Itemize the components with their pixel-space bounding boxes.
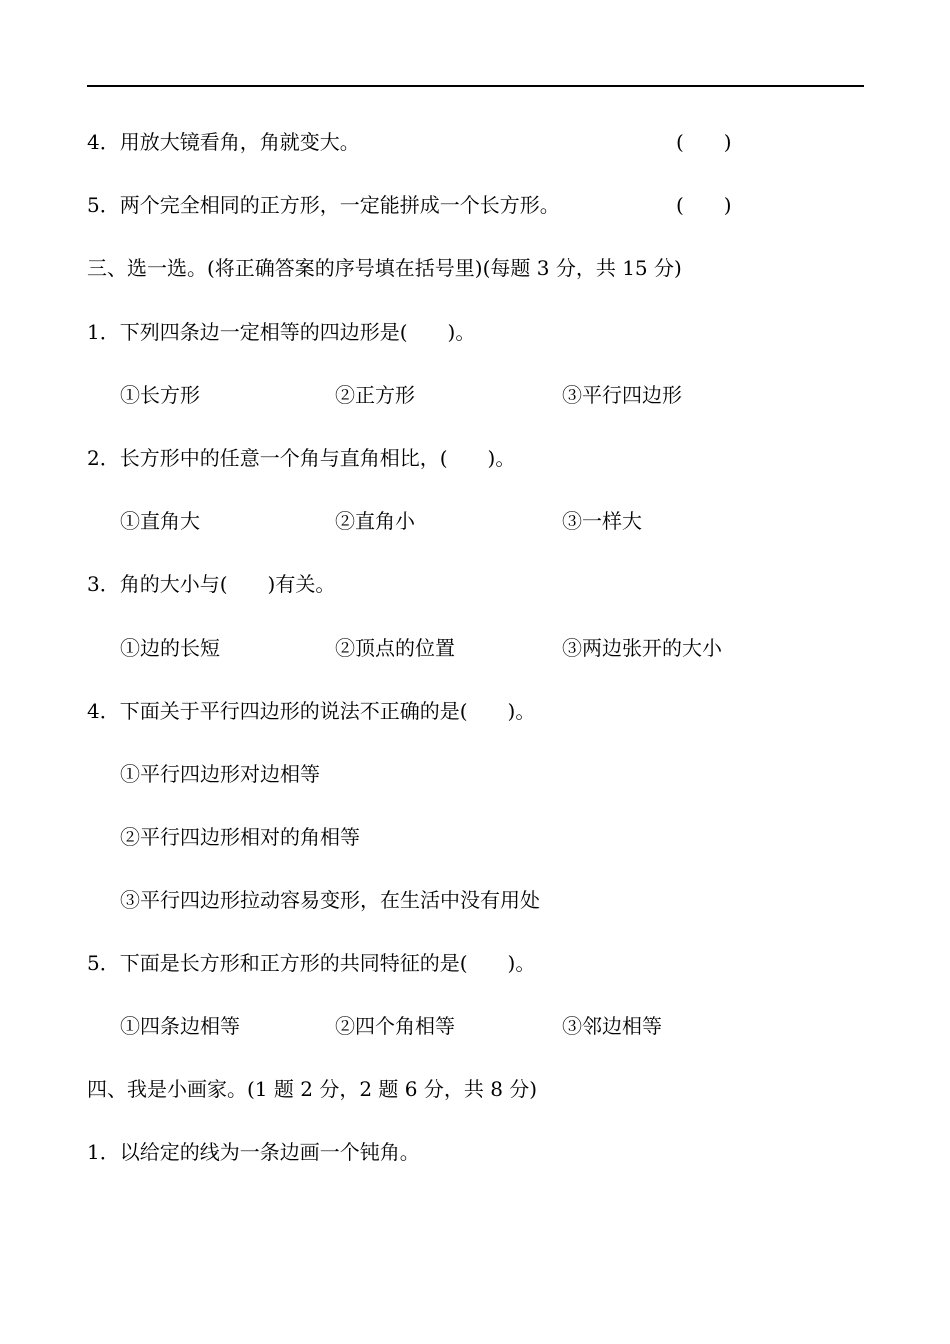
question-1-option-3: ③平行四边形 [562,383,682,407]
question-4-option-3: ③平行四边形拉动容易变形，在生活中没有用处 [120,888,540,912]
question-2-option-2: ②直角小 [335,509,415,533]
question-4-option-1: ①平行四边形对边相等 [120,762,320,786]
section-4-question-1: 1．以给定的线为一条边画一个钝角。 [87,1140,420,1164]
question-3-stem: 3．角的大小与( )有关。 [87,572,336,596]
question-5-option-2: ②四个角相等 [335,1014,455,1038]
question-3-option-3: ③两边张开的大小 [562,636,722,660]
tf-answer-blank-5[interactable]: ( ) [676,193,732,217]
header-rule [87,85,864,87]
question-4-stem: 4．下面关于平行四边形的说法不正确的是( )。 [87,699,536,723]
question-2-option-1: ①直角大 [120,509,200,533]
question-5-option-1: ①四条边相等 [120,1014,240,1038]
question-2-stem: 2．长方形中的任意一个角与直角相比，( )。 [87,446,516,470]
tf-item-5: 5．两个完全相同的正方形，一定能拼成一个长方形。 [87,193,560,217]
question-1-option-2: ②正方形 [335,383,415,407]
question-3-option-2: ②顶点的位置 [335,636,455,660]
tf-answer-blank-4[interactable]: ( ) [676,130,732,154]
question-3-option-1: ①边的长短 [120,636,220,660]
section-4-heading: 四、我是小画家。(1 题 2 分，2 题 6 分，共 8 分) [87,1077,538,1101]
question-1-stem: 1．下列四条边一定相等的四边形是( )。 [87,320,476,344]
section-3-heading: 三、选一选。(将正确答案的序号填在括号里)(每题 3 分，共 15 分) [87,256,682,280]
tf-item-4: 4．用放大镜看角，角就变大。 [87,130,360,154]
question-5-option-3: ③邻边相等 [562,1014,662,1038]
question-1-option-1: ①长方形 [120,383,200,407]
question-2-option-3: ③一样大 [562,509,642,533]
question-5-stem: 5．下面是长方形和正方形的共同特征的是( )。 [87,951,536,975]
question-4-option-2: ②平行四边形相对的角相等 [120,825,360,849]
